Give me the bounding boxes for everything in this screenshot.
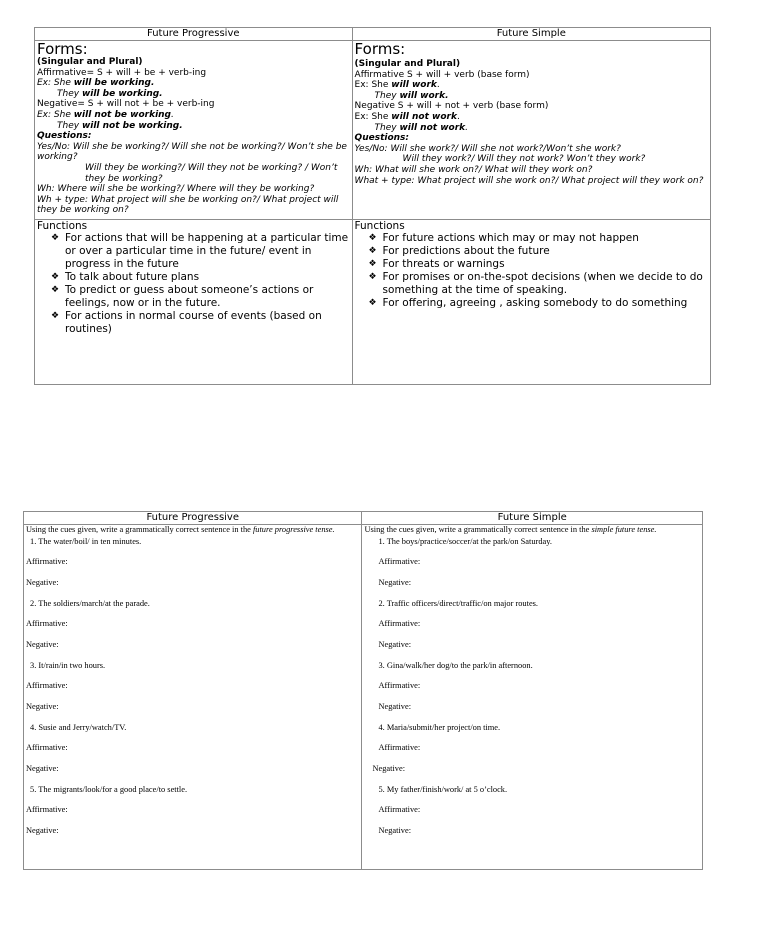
affirmative-label: Affirmative: — [378, 805, 421, 814]
affirmative-label: Affirmative: — [26, 805, 68, 814]
functions-title: Functions — [37, 220, 88, 232]
affirmative-label: Affirmative: — [378, 557, 421, 566]
functions-list — [355, 232, 708, 310]
simple-forms-cell — [352, 41, 710, 220]
col-header-future-progressive: Future Progressive — [35, 28, 353, 41]
negative-label: Negative: — [378, 578, 412, 587]
example-line: They will be working. — [57, 88, 163, 99]
function-item: ❖ For actions that will be happening at a particular time or over a particular time in the future/ event in progress in the future — [51, 232, 350, 271]
negative-label: Negative: — [26, 826, 59, 835]
simple-exercise-cell — [362, 525, 703, 870]
affirmative-label: Affirmative: — [26, 681, 68, 690]
col-header-future-simple: Future Simple — [352, 28, 710, 41]
question-wh-type: What + type: What project will she work on?/ What project will they work on? — [354, 175, 704, 186]
question-yes-no: Yes/No: Will she work?/ Will she not work?/Won’t she work? — [354, 143, 621, 154]
exercise-instruction: Using the cues given, write a grammatically correct sentence in the simple future tense. — [364, 525, 657, 534]
exercise-item: 3. It/rain/in two hours. — [30, 661, 106, 670]
function-item: ❖ For predictions about the future — [369, 245, 708, 258]
affirmative-label: Affirmative: — [26, 619, 68, 628]
negative-label: Negative: — [378, 702, 412, 711]
question-wh-type: Wh + type: What project will she be working on?/ What project will they be working on? — [37, 194, 339, 216]
function-item: ❖ To predict or guess about someone’s actions or feelings, now or in the future. — [51, 284, 350, 310]
example-line: They will not work. — [374, 122, 469, 133]
example-line: They will work. — [374, 90, 449, 101]
exercise-item: 4. Susie and Jerry/watch/TV. — [30, 723, 127, 732]
question-yes-no: Will they work?/ Will they not work? Won’t they work? — [402, 154, 646, 165]
questions-label: Questions: — [37, 131, 92, 142]
question-yes-no: Yes/No: Will she be working?/ Will she not be working?/ Won’t she be working? — [37, 141, 347, 163]
col-header-future-progressive: Future Progressive — [24, 512, 362, 525]
example-line: They will not be working. — [57, 120, 183, 131]
question-wh: Wh: Where will she be working?/ Where will they be working? — [37, 184, 315, 195]
functions-list — [37, 232, 350, 336]
affirmative-label: Affirmative: — [378, 743, 421, 752]
exercise-item: 5. My father/finish/work/ at 5 o’clock. — [378, 785, 508, 794]
exercise-item: 3. Gina/walk/her dog/to the park/in afternoon. — [378, 661, 533, 670]
question-yes-no: Will they be working?/ Will they not be working? / Won’t they be working? — [85, 162, 338, 184]
exercise-item: 1. The boys/practice/soccer/at the park/on Saturday. — [378, 537, 552, 546]
forms-subtitle: (Singular and Plural) — [37, 57, 143, 67]
negative-label: Negative: — [26, 702, 59, 711]
example-line: Ex: She will not be working. — [37, 109, 174, 120]
functions-title: Functions — [354, 220, 405, 232]
exercise-item: 2. Traffic officers/direct/traffic/on major routes. — [378, 599, 539, 608]
negative-label: Negative: — [26, 640, 59, 649]
affirmative-label: Affirmative: — [378, 681, 421, 690]
negative-formula: Negative S + will + not + verb (base form) — [354, 101, 549, 112]
negative-label: Negative: — [378, 640, 412, 649]
function-item: ❖ For offering, agreeing , asking somebody to do something — [369, 297, 708, 310]
exercise-table — [23, 511, 703, 870]
affirmative-label: Affirmative: — [26, 557, 68, 566]
progressive-forms-cell — [35, 41, 353, 220]
forms-title: Forms: — [354, 40, 406, 58]
forms-functions-table — [34, 27, 711, 385]
col-header-future-simple: Future Simple — [362, 512, 703, 525]
function-item: ❖ For actions in normal course of events (based on routines) — [51, 310, 350, 336]
affirmative-label: Affirmative: — [26, 743, 68, 752]
progressive-functions-cell — [35, 220, 353, 385]
function-item: ❖ To talk about future plans — [51, 271, 350, 284]
negative-label: Negative: — [26, 764, 59, 773]
exercise-item: 4. Maria/submit/her project/on time. — [378, 723, 501, 732]
function-item: ❖ For future actions which may or may not happen — [369, 232, 708, 245]
negative-label: Negative: — [26, 578, 59, 587]
affirmative-formula: Affirmative= S + will + be + verb-ing — [37, 67, 207, 78]
simple-functions-cell — [352, 220, 710, 385]
forms-subtitle: (Singular and Plural) — [354, 59, 461, 69]
affirmative-formula: Affirmative S + will + verb (base form) — [354, 69, 530, 80]
exercise-instruction: Using the cues given, write a grammatically correct sentence in the future progressive tense. — [26, 525, 335, 534]
exercise-item: 1. The water/boil/ in ten minutes. — [30, 537, 142, 546]
function-item: ❖ For promises or on-the-spot decisions (when we decide to do something at the time of speaking. — [369, 271, 708, 297]
negative-label: Negative: — [378, 826, 412, 835]
negative-label: Negative: — [372, 764, 406, 773]
forms-title: Forms: — [37, 40, 88, 58]
questions-label: Questions: — [354, 133, 409, 144]
exercise-item: 5. The migrants/look/for a good place/to settle. — [30, 785, 188, 794]
function-item: ❖ For threats or warnings — [369, 258, 708, 271]
example-line: Ex: She will work. — [354, 80, 440, 91]
example-line: Ex: She will be working. — [37, 78, 155, 89]
example-line: Ex: She will not work. — [354, 111, 460, 122]
affirmative-label: Affirmative: — [378, 619, 421, 628]
question-wh: Wh: What will she work on?/ What will they work on? — [354, 164, 593, 175]
negative-formula: Negative= S + will not + be + verb-ing — [37, 99, 215, 110]
exercise-item: 2. The soldiers/march/at the parade. — [30, 599, 150, 608]
progressive-exercise-cell — [24, 525, 362, 870]
